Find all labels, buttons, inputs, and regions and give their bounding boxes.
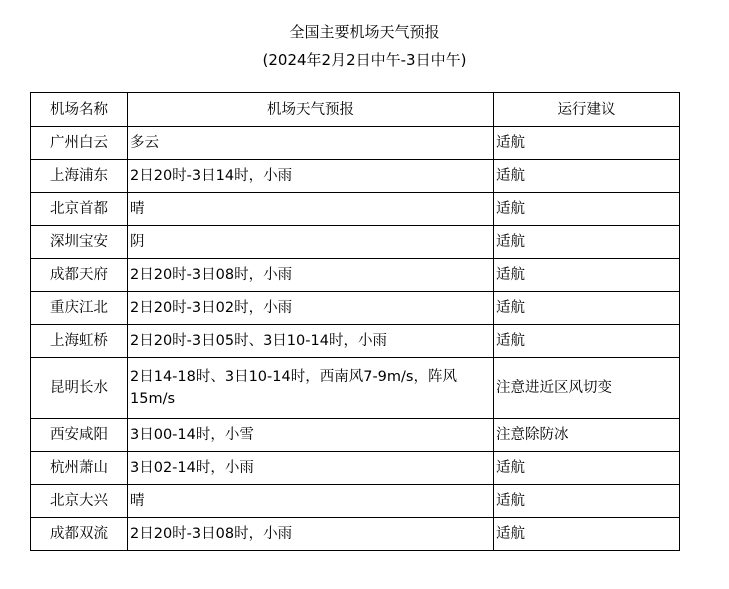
title-main: 全国主要机场天气预报 (289, 23, 440, 41)
airport-name-cell: 成都双流 (31, 518, 128, 551)
weather-cell: 晴 (128, 193, 494, 226)
table-row (31, 518, 680, 551)
advice-cell: 适航 (494, 452, 680, 485)
weather-cell: 2日20时-3日08时，小雨 (128, 518, 494, 551)
table-header-row (31, 93, 680, 127)
page-title (0, 18, 729, 74)
airport-name-cell: 成都天府 (31, 259, 128, 292)
advice-cell: 适航 (494, 127, 680, 160)
weather-cell: 2日20时-3日05时、3日10-14时，小雨 (128, 325, 494, 358)
advice-cell: 适航 (494, 325, 680, 358)
title-date-range: (2024年2月2日中午-3日中午) (262, 51, 467, 69)
table-row (31, 160, 680, 193)
airport-name-cell: 昆明长水 (31, 358, 128, 419)
weather-cell: 2日20时-3日14时，小雨 (128, 160, 494, 193)
advice-cell: 适航 (494, 259, 680, 292)
weather-cell: 3日00-14时，小雪 (128, 419, 494, 452)
weather-cell: 2日20时-3日02时，小雨 (128, 292, 494, 325)
advice-cell: 适航 (494, 518, 680, 551)
airport-name-cell: 上海虹桥 (31, 325, 128, 358)
header-operation-advice: 运行建议 (494, 93, 680, 127)
table-row (31, 419, 680, 452)
table-row (31, 325, 680, 358)
weather-cell: 2日14-18时、3日10-14时，西南风7-9m/s，阵风15m/s (128, 358, 494, 419)
advice-cell: 注意除防冰 (494, 419, 680, 452)
weather-cell: 阴 (128, 226, 494, 259)
advice-cell: 适航 (494, 193, 680, 226)
airport-name-cell: 深圳宝安 (31, 226, 128, 259)
advice-cell: 适航 (494, 485, 680, 518)
weather-cell: 晴 (128, 485, 494, 518)
airport-name-cell: 上海浦东 (31, 160, 128, 193)
advice-cell: 适航 (494, 226, 680, 259)
airport-name-cell: 重庆江北 (31, 292, 128, 325)
header-airport-name: 机场名称 (31, 93, 128, 127)
advice-cell: 适航 (494, 292, 680, 325)
weather-cell: 多云 (128, 127, 494, 160)
table-row (31, 292, 680, 325)
advice-cell: 注意进近区风切变 (494, 358, 680, 419)
table-row (31, 452, 680, 485)
airport-name-cell: 广州白云 (31, 127, 128, 160)
weather-cell: 2日20时-3日08时，小雨 (128, 259, 494, 292)
weather-cell: 3日02-14时，小雨 (128, 452, 494, 485)
table-row (31, 127, 680, 160)
airport-name-cell: 北京首都 (31, 193, 128, 226)
header-airport-weather: 机场天气预报 (128, 93, 494, 127)
table-row (31, 358, 680, 419)
table-row (31, 193, 680, 226)
table-row (31, 485, 680, 518)
airport-name-cell: 北京大兴 (31, 485, 128, 518)
airport-name-cell: 杭州萧山 (31, 452, 128, 485)
airport-forecast-table (30, 92, 680, 551)
advice-cell: 适航 (494, 160, 680, 193)
airport-name-cell: 西安咸阳 (31, 419, 128, 452)
table-row (31, 226, 680, 259)
table-row (31, 259, 680, 292)
